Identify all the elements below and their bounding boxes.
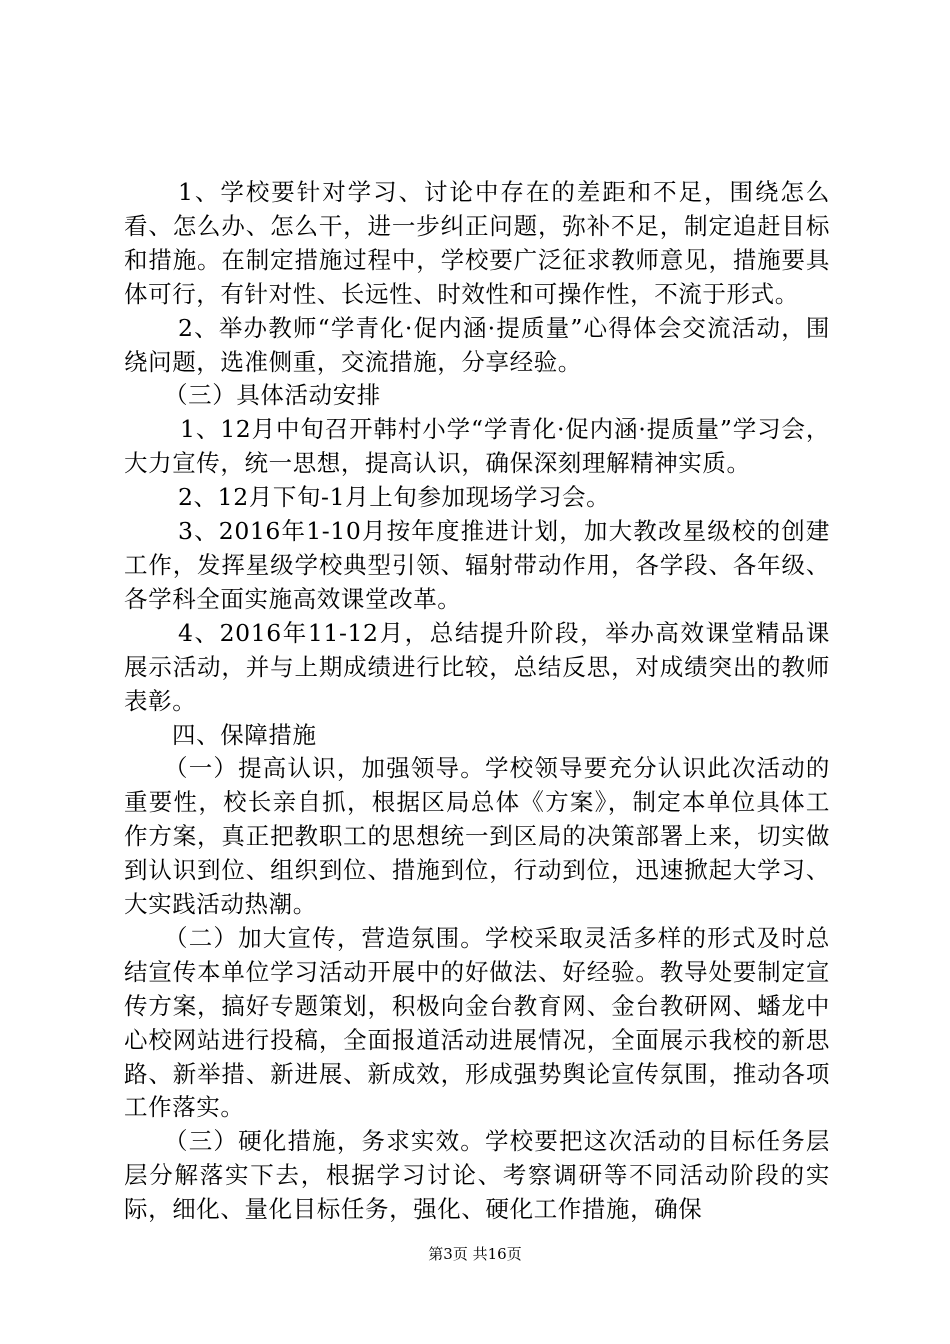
paragraph-9: （一）提高认识，加强领导。学校领导要充分认识此次活动的重要性，校长亲自抓，根据区局总体《方案》，制定本单位具体工作方案，真正把教职工的思想统一到区局的决策部署上来，切实做到认识到位、组织到位、措施到位，行动到位，迅速掀起大学习、大实践活动热潮。 <box>124 754 830 919</box>
page-number: 第3页 共16页 <box>428 1245 522 1263</box>
document-body <box>124 176 830 1227</box>
paragraph-11: （三）硬化措施，务求实效。学校要把这次活动的目标任务层层分解落实下去，根据学习讨论、考察调研等不同活动阶段的实际，细化、量化目标任务，强化、硬化工作措施，确保 <box>124 1127 830 1224</box>
paragraph-4: 1、12月中旬召开韩村小学“学青化·促内涵·提质量”学习会，大力宣传，统一思想，提高认识，确保深刻理解精神实质。 <box>124 415 830 478</box>
paragraph-2: 2、举办教师“学青化·促内涵·提质量”心得体会交流活动，围绕问题，选准侧重，交流措施，分享经验。 <box>124 313 830 376</box>
section-heading-activity-schedule: （三）具体活动安排 <box>164 381 381 410</box>
section-heading-safeguards: 四、保障措施 <box>172 720 317 749</box>
paragraph-7: 4、2016年11-12月，总结提升阶段，举办高效课堂精品课展示活动，并与上期成绩进行比较，总结反思，对成绩突出的教师表彰。 <box>124 618 830 715</box>
paragraph-6: 3、2016年1-10月按年度推进计划，加大教改星级校的创建工作，发挥星级学校典型引领、辐射带动作用，各学段、各年级、各学科全面实施高效课堂改革。 <box>124 517 830 613</box>
paragraph-10: （二）加大宣传，营造氛围。学校采取灵活多样的形式及时总结宣传本单位学习活动开展中的好做法、好经验。教导处要制定宣传方案，搞好专题策划，积极向金台教育网、金台教研网、蟠龙中心校网站进行投稿，全面报道活动进展情况，全面展示我校的新思路、新举措、新进展、新成效，形成强势舆论宣传氛围，推动各项工作落实。 <box>124 923 830 1122</box>
page-footer <box>0 1244 950 1264</box>
paragraph-5: 2、12月下旬-1月上旬参加现场学习会。 <box>178 483 611 512</box>
paragraph-1: 1、学校要针对学习、讨论中存在的差距和不足，围绕怎么看、怎么办、怎么干，进一步纠正问题，弥补不足，制定追赶目标和措施。在制定措施过程中，学校要广泛征求教师意见，措施要具体可行，有针对性、长远性、时效性和可操作性，不流于形式。 <box>124 178 830 308</box>
